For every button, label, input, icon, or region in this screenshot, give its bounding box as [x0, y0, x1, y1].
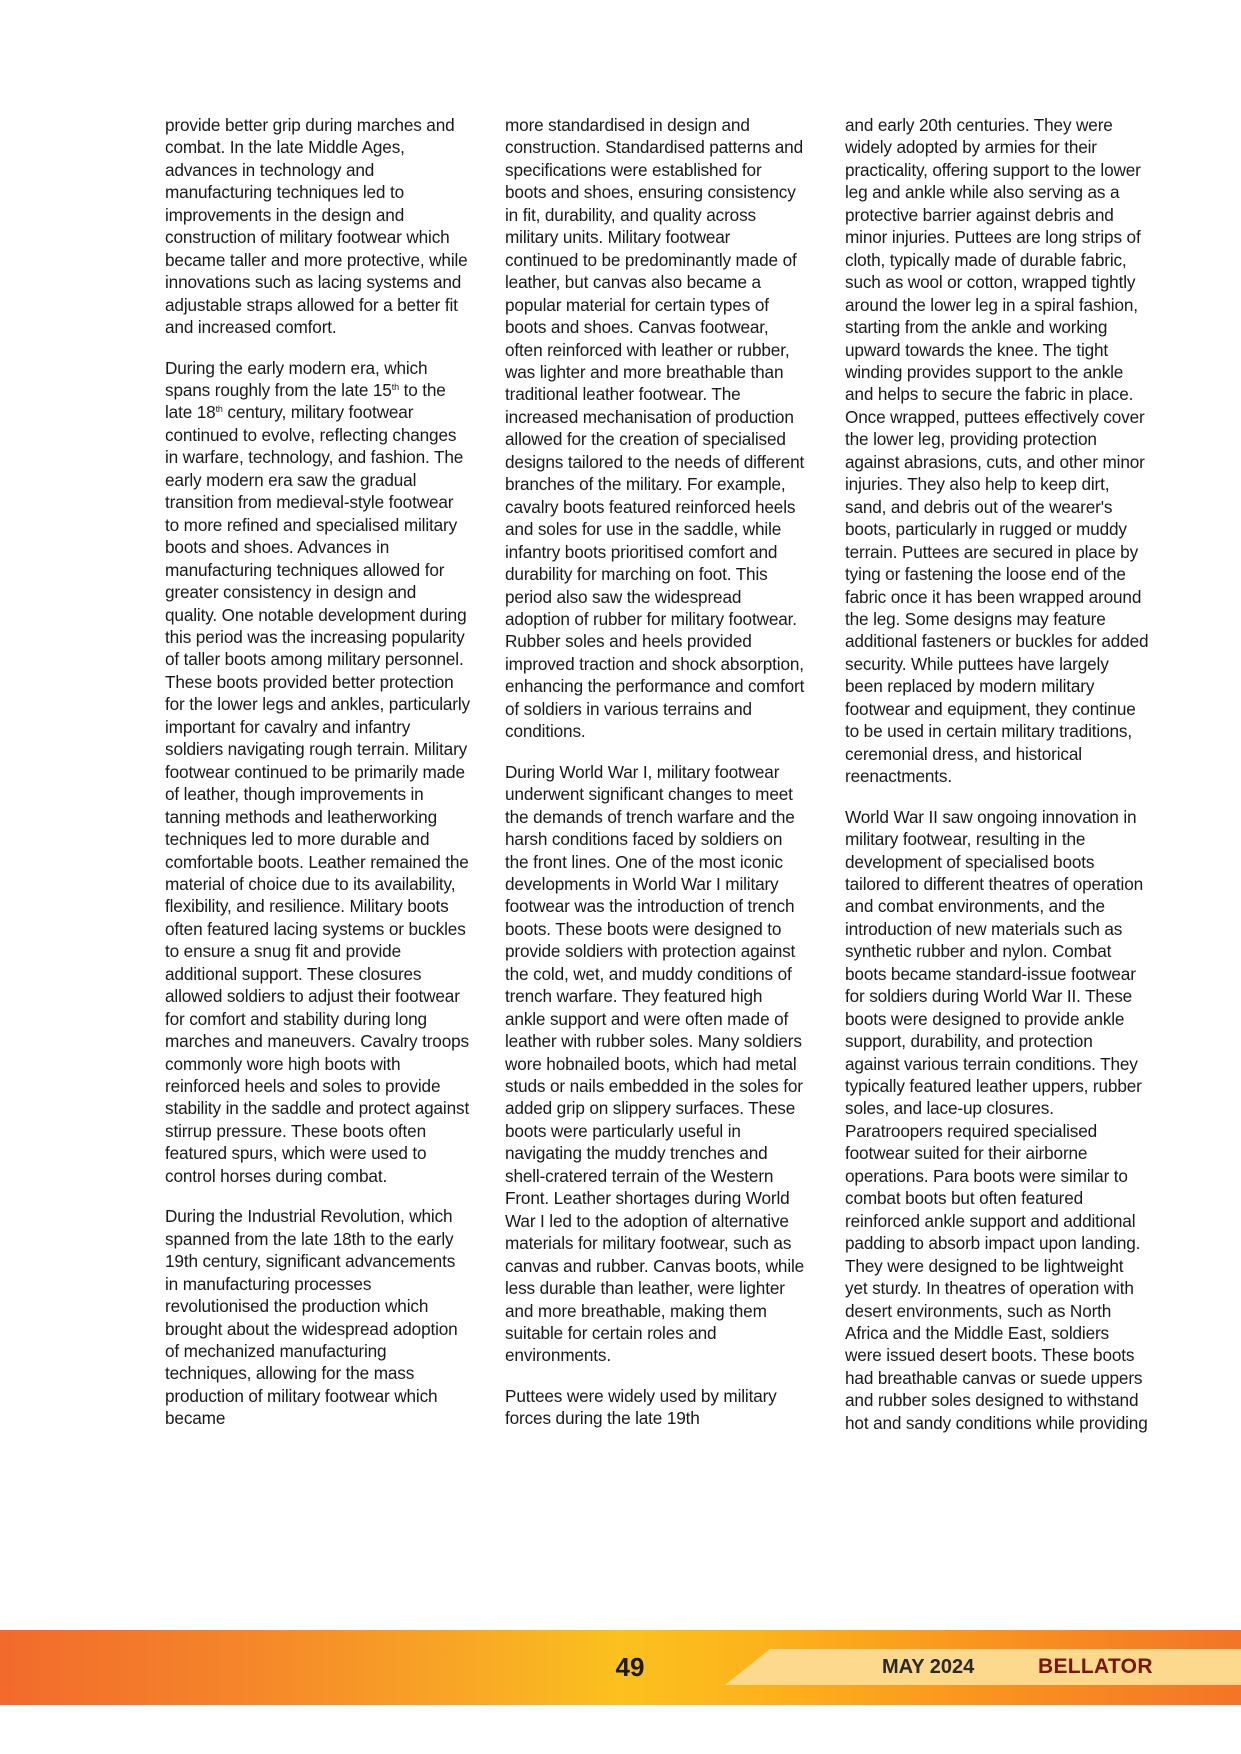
- page-footer: [0, 1630, 1241, 1705]
- text-span: to the late 18: [165, 379, 446, 423]
- page-number: 49: [615, 1652, 645, 1682]
- paragraph: more standardised in design and construction. Standardised patterns and specifications were established for boots and shoes, ensuring consistency in fit, durability, and quality across military units. Military footwear continued to be predominantly made of leather, but canvas also became a popular material for certain types of boots and shoes. Canvas footwear, often reinforced with leather or rubber, was lighter and more breathable than traditional leather footwear. The increased mechanisation of production allowed for the creation of specialised designs tailored to the needs of different branches of the military. For example, cavalry boots featured reinforced heels and soles for use in the saddle, while infantry boots prioritised comfort and durability for marching on foot. This period also saw the widespread adoption of rubber for military footwear. Rubber soles and heels provided improved traction and shock absorption, enhancing the performance and comfort of soldiers in various terrains and conditions.: [505, 115, 805, 742]
- paragraph: provide better grip during marches and combat. In the late Middle Ages, advances in technology and manufacturing techniques led to improvements in the design and construction of military footwear which became taller and more protective, while innovations such as lacing systems and adjustable straps allowed for a better fit and increased comfort.: [165, 115, 468, 338]
- paragraph: and early 20th centuries. They were widely adopted by armies for their practicality, offering support to the lower leg and ankle while also serving as a protective barrier against debris and minor injuries. Puttees are long strips of cloth, typically made of durable fabric, such as wool or cotton, wrapped tightly around the lower leg in a spiral fashion, starting from the ankle and working upward towards the knee. The tight winding provides support to the ankle and helps to secure the fabric in place. Once wrapped, puttees effectively cover the lower leg, providing protection against abrasions, cuts, and other minor injuries. They also help to keep dirt, sand, and debris out of the wearer's boots, particularly in rugged or muddy terrain. Puttees are secured in place by tying or fastening the loose end of the fabric once it has been wrapped around the leg. Some designs may feature additional fasteners or buckles for added security. While puttees have largely been replaced by modern military footwear and equipment, they continue to be used in certain military traditions, ceremonial dress, and historical reenactments.: [845, 115, 1149, 787]
- magazine-name: BELLATOR: [1038, 1655, 1153, 1678]
- paragraph: Puttees were widely used by military forces during the late 19th: [505, 1385, 777, 1429]
- article-column-2: [505, 114, 805, 1448]
- article-column-1: [165, 114, 470, 1448]
- footer-band: [725, 1649, 1241, 1685]
- paragraph: [165, 357, 470, 1188]
- paragraph: During the Industrial Revolution, which spanned from the late 18th to the early 19th century, significant advancements in manufacturing processes revolutionised the production which brought about the widespread adoption of mechanized manufacturing techniques, allowing for the mass production of military footwear which became: [165, 1206, 458, 1429]
- text-span: century, military footwear continued to evolve, reflecting changes in warfare, technology, and fashion. The early modern era saw the gradual transition from medieval-style footwear to more refined and specialised military boots and shoes. Advances in manufacturing techniques allowed for greater consistency in design and quality. One notable development during this period was the increasing popularity of taller boots among military personnel. These boots provided better protection for the lower legs and ankles, particularly important for cavalry and infantry soldiers navigating rough terrain. Military footwear continued to be primarily made of leather, though improvements in tanning methods and leatherworking techniques led to more durable and comfortable boots. Leather remained the material of choice due to its availability, flexibility, and resilience. Military boots often featured lacing systems or buckles to ensure a snug fit and provide additional support. These closures allowed soldiers to adjust their footwear for comfort and stability during long marches and maneuvers. Cavalry troops commonly wore high boots with reinforced heels and soles to provide stability in the saddle and protect against stirrup pressure. These boots often featured spurs, which were used to control horses during combat.: [165, 402, 470, 1186]
- superscript: th: [391, 381, 399, 392]
- paragraph: World War II saw ongoing innovation in military footwear, resulting in the development of specialised boots tailored to different theatres of operation and combat environments, and the introduction of new materials such as synthetic rubber and nylon. Combat boots became standard-issue footwear for soldiers during World War II. These boots were designed to provide ankle support, durability, and protection against various terrain conditions. They typically featured leather uppers, rubber soles, and lace-up closures. Paratroopers required specialised footwear suited for their airborne operations. Para boots were similar to combat boots but often featured reinforced ankle support and additional padding to absorb impact upon landing. They were designed to be lightweight yet sturdy. In theatres of operation with desert environments, such as North Africa and the Middle East, soldiers were issued desert boots. These boots had breathable canvas or suede uppers and rubber soles designed to withstand hot and sandy conditions while providing: [845, 806, 1148, 1433]
- issue-date: MAY 2024: [882, 1656, 975, 1678]
- text-span: During the early modern era, which spans roughly from the late 15: [165, 357, 428, 400]
- superscript: th: [215, 404, 223, 415]
- article-column-3: [845, 114, 1150, 1452]
- paragraph: During World War I, military footwear underwent significant changes to meet the demands of trench warfare and the harsh conditions faced by soldiers on the front lines. One of the most iconic developments in World War I military footwear was the introduction of trench boots. These boots were designed to provide soldiers with protection against the cold, wet, and muddy conditions of trench warfare. They featured high ankle support and were often made of leather with rubber soles. Many soldiers wore hobnailed boots, which had metal studs or nails embedded in the soles for added grip on slippery surfaces. These boots were particularly useful in navigating the muddy trenches and shell-cratered terrain of the Western Front. Leather shortages during World War I led to the adoption of alternative materials for military footwear, such as canvas and rubber. Canvas boots, while less durable than leather, were lighter and more breathable, making them suitable for certain roles and environments.: [505, 761, 805, 1366]
